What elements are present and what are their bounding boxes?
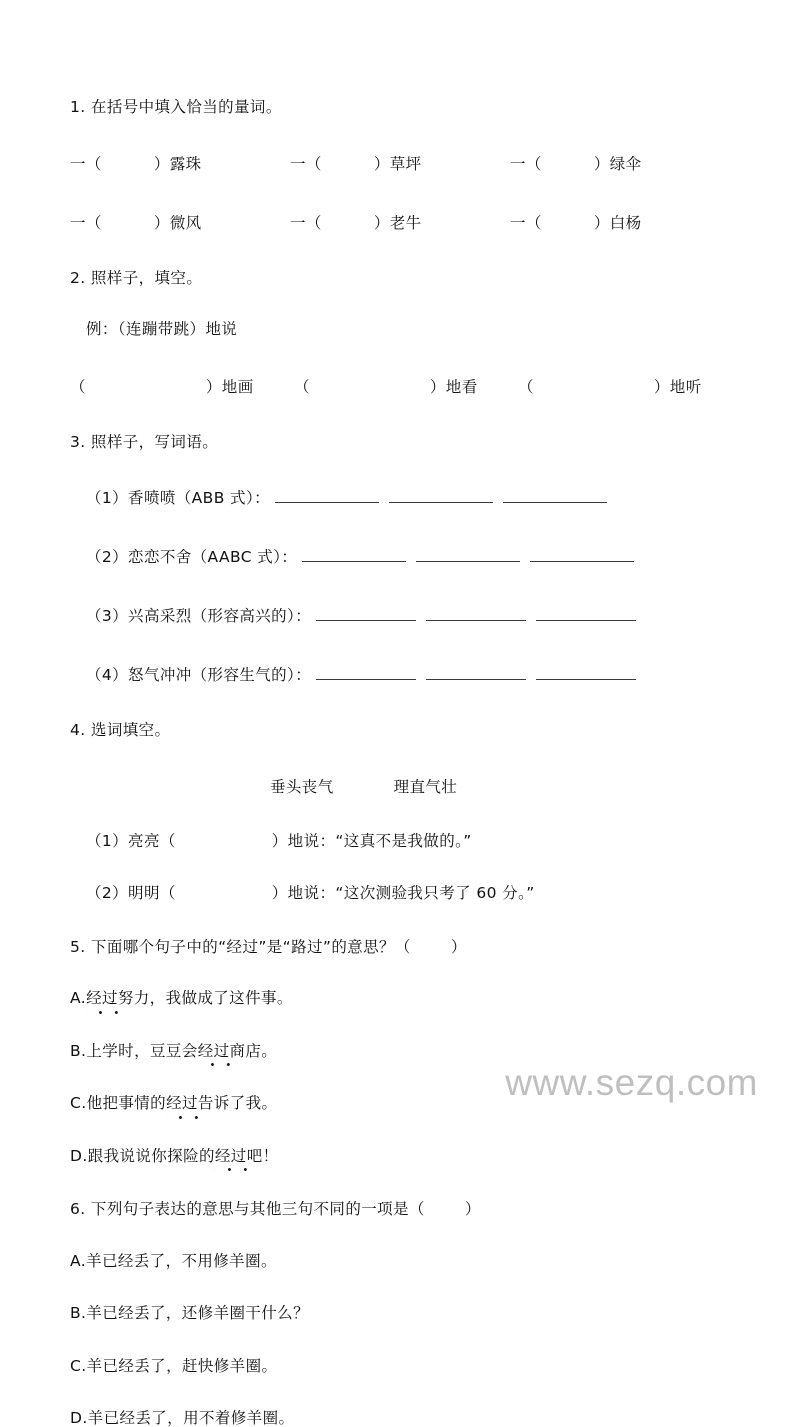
question-6-text: 6. 下列句子表达的意思与其他三句不同的一项是（ [70,1200,425,1218]
word-bank-option[interactable]: 垂头丧气 [270,777,334,796]
word-pattern-label: （4）怒气冲冲（形容生气的）： [86,666,312,684]
measure-word-suffix: ）草坪 [373,154,422,173]
option-letter: C. [70,1094,87,1112]
measure-word-prefix: 一（ [290,213,322,232]
option-text-before: 跟我说说你探险的 [87,1146,215,1165]
word-pattern-item [70,663,742,685]
measure-word-prefix: 一（ [70,154,102,173]
measure-word-prefix: 一（ [290,154,322,173]
measure-word-suffix: ）露珠 [153,154,202,173]
question-5-text: 5. 下面哪个句子中的“经过”是“路过”的意思？（ [70,937,411,956]
question-2-heading: 2. 照样子，填空。 [70,268,203,287]
word-pattern-item [70,604,742,626]
adverbial-prefix: （ [70,377,86,396]
word-pattern-item [70,545,742,567]
question-2-blank-row [70,375,742,397]
answer-blank[interactable] [426,664,526,680]
sentence-suffix: ）地说：“这真不是我做的。” [271,831,472,850]
measure-word-item[interactable] [510,152,730,174]
sentence-prefix: （1）亮亮（ [86,831,176,850]
question-2-example: 例：（连蹦带跳）地说 [86,320,238,338]
word-pattern-label: （1）香喷喷（ABB 式）： [86,489,271,507]
adverbial-suffix: ）地看 [429,377,478,396]
option-letter: D. [70,1409,88,1427]
adverbial-suffix: ）地听 [653,377,702,396]
emphasis-dots-text: 经过 [197,1041,230,1060]
measure-word-item[interactable] [70,152,290,174]
answer-blank[interactable] [536,605,636,621]
word-pattern-blanks [311,664,641,680]
question-4-word-bank [70,775,742,797]
option-letter: B. [70,1304,87,1322]
word-pattern-item [70,486,742,508]
question-6-option[interactable] [70,1411,742,1427]
worksheet-content [70,100,742,1427]
word-pattern-label: （3）兴高采烈（形容高兴的）： [86,607,312,625]
option-text: 羊已经丢了，还修羊圈干什么？ [86,1304,309,1322]
question-5-option[interactable] [70,1146,742,1165]
question-1-heading: 1. 在括号中填入恰当的量词。 [70,98,282,116]
option-letter: A. [70,1251,87,1270]
adverbial-blank-item[interactable] [294,375,518,397]
question-5-bracket-close: ） [450,937,467,956]
answer-blank[interactable] [302,546,406,562]
question-1-row-1 [70,152,730,174]
option-text: 羊已经丢了，不用修羊圈。 [86,1251,277,1270]
measure-word-item[interactable] [510,211,730,233]
adverbial-prefix: （ [294,377,310,396]
emphasis-dots-text: 经过 [214,1146,247,1165]
measure-word-suffix: ）白杨 [593,213,642,232]
question-1-row-2 [70,211,730,233]
option-text-after: 吧！ [246,1146,279,1165]
answer-blank[interactable] [316,664,416,680]
measure-word-prefix: 一（ [70,213,102,232]
option-text-before: 他把事情的 [86,1094,167,1112]
question-4-item [70,831,742,850]
measure-word-suffix: ）老牛 [373,213,422,232]
answer-blank[interactable] [389,487,493,503]
option-letter: B. [70,1041,87,1060]
answer-blank[interactable] [530,546,634,562]
measure-word-prefix: 一（ [510,154,542,173]
emphasis-dots-text: 经过 [166,1094,198,1112]
measure-word-suffix: ）绿伞 [593,154,642,173]
question-6-option[interactable] [70,1356,742,1375]
question-4-heading: 4. 选词填空。 [70,721,171,739]
word-pattern-blanks [270,487,612,503]
word-pattern-blanks [311,605,641,621]
site-watermark: www.sezq.com [505,1062,758,1103]
word-bank-option[interactable]: 理直气壮 [393,777,458,796]
option-letter: A. [70,989,87,1007]
question-4-item [70,886,742,902]
option-text-after: 告诉了我。 [197,1094,278,1112]
question-6-option[interactable] [70,1306,742,1322]
measure-word-item[interactable] [70,211,290,233]
sentence-prefix: （2）明明（ [86,884,176,902]
emphasis-dots-text: 经过 [86,989,118,1007]
adverbial-prefix: （ [518,377,534,396]
answer-blank[interactable] [316,605,416,621]
answer-blank[interactable] [275,487,379,503]
option-text-before: 上学时，豆豆会 [86,1041,198,1060]
question-5-heading [70,937,742,956]
question-6-heading [70,1202,742,1218]
adverbial-blank-item[interactable] [70,375,294,397]
question-3-heading: 3. 照样子，写词语。 [70,432,219,451]
option-text: 羊已经丢了，赶快修羊圈。 [86,1356,278,1375]
question-5-option[interactable] [70,991,742,1007]
option-letter: C. [70,1356,87,1375]
measure-word-item[interactable] [290,152,510,174]
sentence-suffix: ）地说：“这次测验我只考了 60 分。” [271,884,535,902]
question-5-option[interactable] [70,1041,742,1060]
option-text-after: 商店。 [229,1041,278,1060]
adverbial-blank-item[interactable] [518,375,742,397]
option-text: 羊已经丢了，用不着修羊圈。 [87,1409,295,1427]
measure-word-item[interactable] [290,211,510,233]
answer-blank[interactable] [503,487,607,503]
word-pattern-blanks [297,546,639,562]
word-pattern-label: （2）恋恋不舍（AABC 式）： [86,548,298,566]
answer-blank[interactable] [536,664,636,680]
measure-word-prefix: 一（ [510,213,542,232]
answer-blank[interactable] [416,546,520,562]
option-letter: D. [70,1146,88,1165]
answer-blank[interactable] [426,605,526,621]
adverbial-suffix: ）地画 [205,377,254,396]
measure-word-suffix: ）微风 [153,213,202,232]
question-6-bracket-close: ） [464,1200,481,1218]
option-text-after: 努力，我做成了这件事。 [117,989,293,1007]
question-6-option[interactable] [70,1251,742,1270]
